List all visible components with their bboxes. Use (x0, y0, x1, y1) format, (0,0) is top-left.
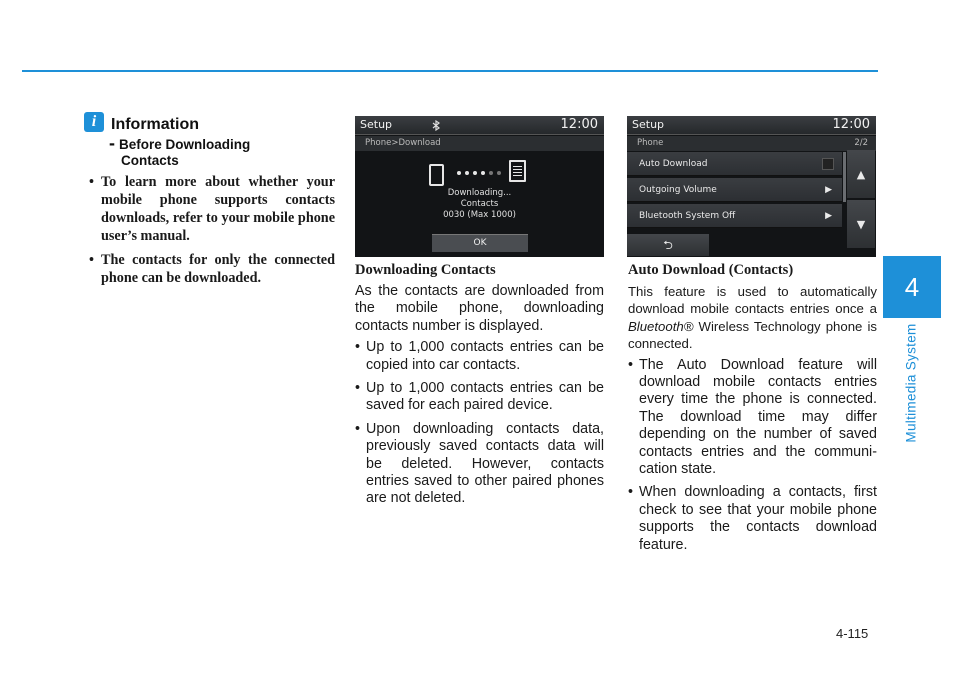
chapter-title: Multimedia System (903, 322, 919, 443)
chapter-number-tab: 4 (883, 256, 941, 318)
list-item: • When downloading a contacts, first check to see that your mobile phone supports the contacts download feature. (628, 484, 877, 554)
contacts-document-icon (509, 160, 526, 182)
screen-title: Setup (360, 118, 393, 131)
downloading-body (355, 283, 604, 514)
screen-title: Setup (632, 118, 665, 131)
auto-download-intro: This feature is used to automatically download mobile contacts entries once a Bluetooth® Wireless Technology phone is connected. (628, 284, 877, 352)
page-number: 4-115 (836, 626, 869, 641)
phone-icon (429, 164, 444, 186)
list-item: • The contacts for only the connected phone can be downloaded. (89, 251, 335, 287)
info-icon: i (84, 112, 104, 132)
ok-button[interactable]: OK (432, 234, 528, 252)
breadcrumb: Phone>Download (355, 136, 604, 151)
info-heading: Information (111, 116, 199, 133)
list-item: • Upon downloading contacts data, previously saved contacts data will be deleted. However, contacts entries saved to other paired phones are not deleted. (355, 421, 604, 508)
info-subheading: - Before Downloading Contacts (109, 133, 251, 168)
bluetooth-system-off-row[interactable]: Bluetooth System Off ▶ (627, 204, 842, 228)
page-indicator: 2/2 (854, 138, 868, 148)
downloading-intro: As the contacts are downloaded from the mobile phone, downloading contacts number is displayed. (355, 283, 604, 334)
screen-header (627, 116, 876, 135)
screen-header (355, 116, 604, 135)
list-item: • The Auto Download feature will download mobile contacts entries every time the phone is connected. The download time may differ depending on the number of saved contacts entries and the communi-cation state. (628, 357, 877, 479)
clock: 12:00 (560, 117, 598, 132)
chevron-right-icon: ▶ (825, 185, 832, 195)
auto-download-row[interactable]: Auto Download (627, 152, 842, 176)
auto-download-body (628, 283, 877, 560)
back-button[interactable]: ⮌ (627, 234, 709, 256)
scroll-down-button[interactable]: ▼ (847, 200, 875, 248)
progress-dots (457, 171, 501, 175)
scrollbar[interactable] (843, 152, 846, 202)
download-status: Downloading... Contacts 0030 (Max 1000) (443, 188, 516, 220)
top-rule (22, 70, 878, 72)
download-screen (355, 116, 604, 257)
downloading-heading: Downloading Contacts (355, 262, 496, 278)
clock: 12:00 (832, 117, 870, 132)
info-list (89, 173, 335, 294)
phone-settings-screen (627, 116, 876, 257)
chevron-right-icon: ▶ (825, 211, 832, 221)
bluetooth-icon (432, 120, 441, 131)
scroll-up-button[interactable]: ▲ (847, 150, 875, 198)
breadcrumb: Phone (627, 136, 876, 151)
list-item: • To learn more about whether your mobile phone supports contacts downloads, refer to your mobile phone user’s manual. (89, 173, 335, 245)
list-item: • Up to 1,000 contacts entries can be saved for each paired device. (355, 380, 604, 415)
checkbox[interactable] (822, 158, 834, 170)
auto-download-heading: Auto Download (Contacts) (628, 262, 794, 278)
list-item: • Up to 1,000 contacts entries can be copied into car contacts. (355, 339, 604, 374)
outgoing-volume-row[interactable]: Outgoing Volume ▶ (627, 178, 842, 202)
